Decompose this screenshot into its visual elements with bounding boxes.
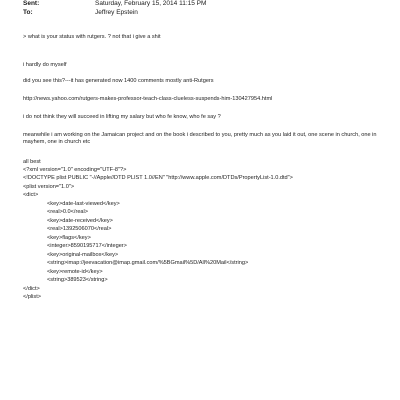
sent-value: Saturday, February 15, 2014 11:15 PM — [95, 0, 207, 7]
to-row — [23, 9, 138, 17]
sent-row — [23, 0, 206, 8]
paragraph-3-link: http://news.yahoo.com/rutgers-makes-professor-teach-class-clueless-suspends-him-130427954.html — [23, 96, 273, 102]
to-value: Jeffrey Epstein — [95, 9, 138, 16]
xml-declaration: <?xml version="1.0" encoding="UTF-8"?> — [23, 167, 127, 173]
plist-close-tag: </plist> — [23, 294, 42, 300]
paragraph-1: i hardly do myself — [23, 62, 67, 68]
doctype-line: <!DOCTYPE plist PUBLIC "-//Apple//DTD PLIST 1.0//EN" "http://www.apple.com/DTDs/PropertyList-1.0.dtd"> — [23, 175, 293, 181]
plist-line: <real>0.0</real> — [47, 209, 89, 215]
plist-line: <key>original-mailbox</key> — [47, 252, 119, 258]
plist-line: <key>flags</key> — [47, 235, 91, 241]
quoted-line: > what is your status with rutgers. ? not that i give a shit — [23, 34, 161, 40]
paragraph-2: did you see this?---it has generated now 1400 comments mostly anti-Rutgers — [23, 78, 214, 84]
paragraph-4: i do not think they will succeed in lifting my salary but who fe know, who fe say ? — [23, 114, 221, 120]
plist-line: <string>imap://jeevacation@imap.gmail.com/%5BGmail%5D/All%20Mail</string> — [47, 260, 249, 266]
plist-line: <string>389523</string> — [47, 277, 108, 283]
dict-open-tag: <dict> — [23, 192, 39, 198]
paragraph-5: meanwhile i am working on the Jamaican project and on the book i described to you, pretty much as you laid it out, one scene in church, one in mayhem, one in church etc — [23, 132, 377, 145]
to-label: To: — [23, 9, 33, 16]
plist-line: <key>remote-id</key> — [47, 269, 103, 275]
plist-line: <real>1392506070</real> — [47, 226, 112, 232]
plist-line: <key>date-received</key> — [47, 218, 113, 224]
dict-close-tag: </dict> — [23, 286, 40, 292]
plist-line: <integer>8590195717</integer> — [47, 243, 127, 249]
signoff: all best — [23, 159, 41, 165]
plist-open-tag: <plist version="1.0"> — [23, 184, 75, 190]
plist-line: <key>date-last-viewed</key> — [47, 201, 120, 207]
sent-label: Sent: — [23, 0, 40, 7]
